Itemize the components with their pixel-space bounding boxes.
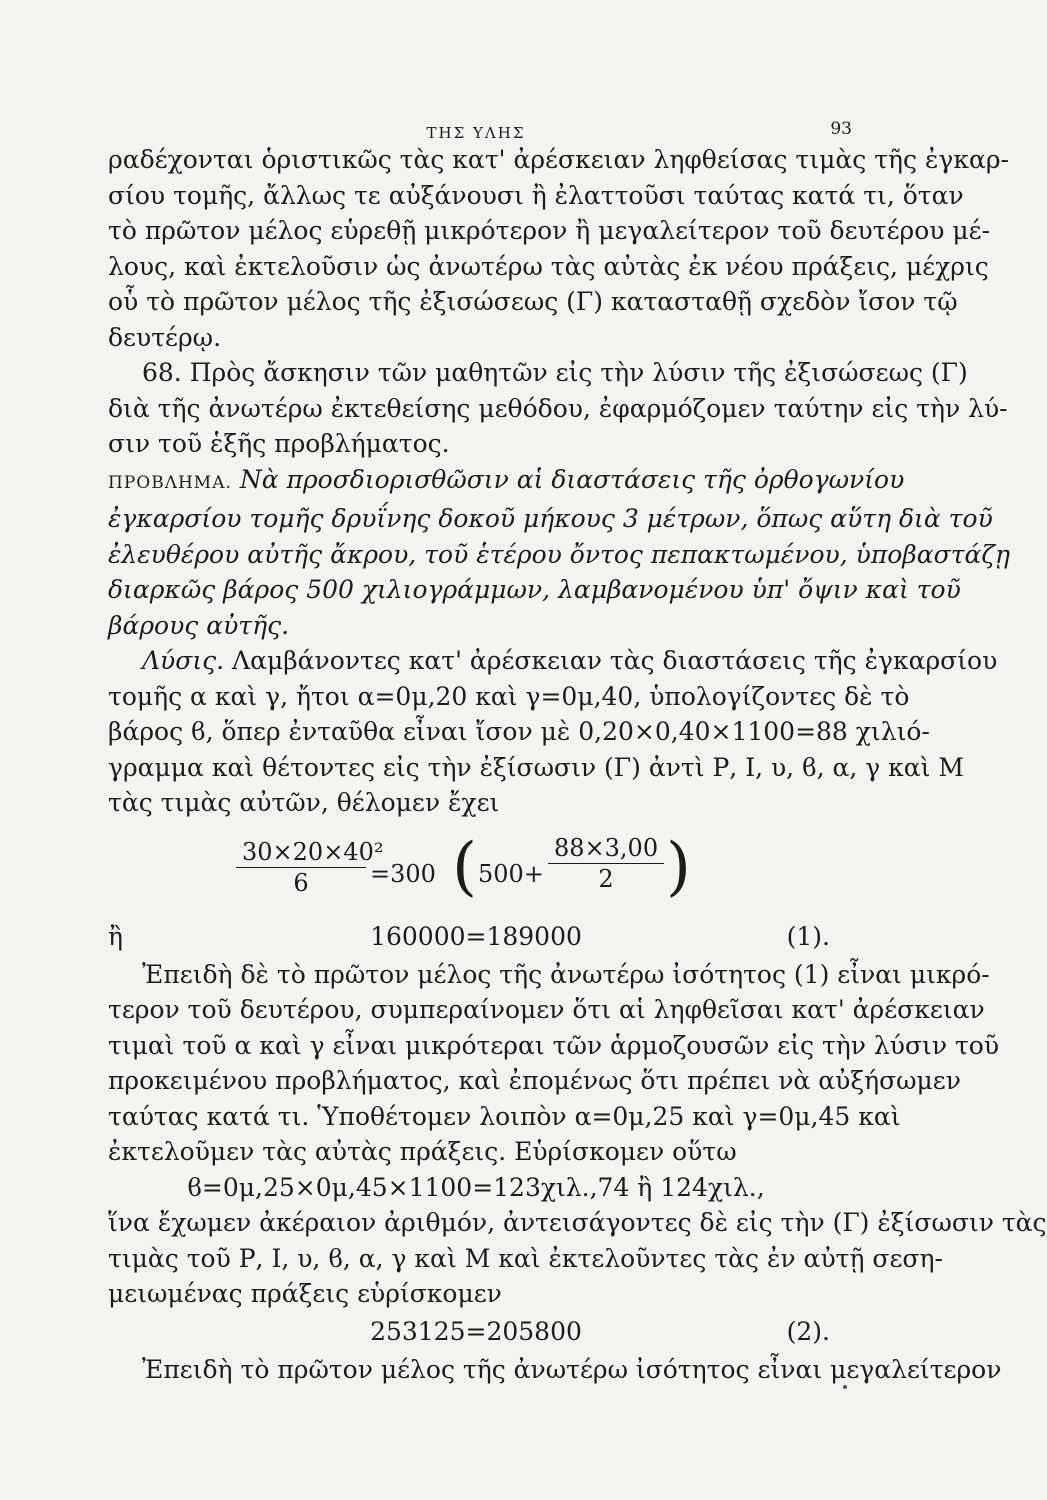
problem-text: βάρους αὐτῆς. — [108, 610, 290, 640]
text-line: λους, καὶ ἐκτελοῦσιν ὡς ἀνωτέρω τὰς αὐτὰς ἐκ νέου πράξεις, μέχρις — [108, 251, 989, 281]
formula-display — [108, 829, 844, 913]
document-page — [108, 112, 1047, 1387]
text-line: τομῆς α καὶ γ, ἤτοι α=0μ,20 καὶ γ=0μ,40, ὑπολογίζοντες δὲ τὸ — [108, 681, 910, 711]
text-line: γραμμα καὶ θέτοντες εἰς τὴν ἐξίσωσιν (Γ) ἀντὶ Ρ, Ι, υ, ϐ, α, γ καὶ Μ — [108, 752, 965, 782]
text-line: δευτέρῳ. — [108, 322, 222, 352]
rhs-fraction — [548, 833, 664, 894]
open-paren: ( — [452, 829, 477, 904]
text-line: σιν τοῦ ἑξῆς προβλήματος. — [108, 429, 450, 458]
text-line: Ἐπειδὴ δὲ τὸ πρῶτον μέλος τῆς ἀνωτέρω ἰσότητος (1) εἶναι μικρό- — [142, 959, 990, 989]
text-line: ραδέχονται ὁριστικῶς τὰς κατ' ἀρέσκειαν ληφθείσας τιμὰς τῆς ἐγκαρ- — [108, 145, 1009, 174]
text-line: τὰς τιμὰς αὐτῶν, θέλομεν ἔχει — [108, 788, 500, 817]
page-number: 93 — [830, 119, 852, 139]
equation-2 — [108, 1312, 844, 1352]
problem-text: Νὰ προσδιορισθῶσιν αἱ διαστάσεις τῆς ὀρθογωνίου — [239, 464, 905, 494]
print-speck — [843, 1385, 847, 1389]
text-line: τὸ πρῶτον μέλος εὑρεθῇ μικρότερον ἢ μεγαλείτερον τοῦ δευτέρου μέ- — [108, 216, 991, 245]
paragraph-68-start: 68. Πρὸς ἄσκησιν τῶν μαθητῶν εἰς τὴν λύσιν τῆς ἐξισώσεως (Γ) — [142, 358, 968, 387]
text-line: οὗ τὸ πρῶτον μέλος τῆς ἐξισώσεως (Γ) κατασταθῇ σχεδὸν ἴσον τῷ — [108, 287, 958, 316]
text-line: ἐκτελοῦμεν τὰς αὐτὰς πράξεις. Εὑρίσκομεν οὕτω — [108, 1137, 737, 1166]
text-line: τιμαὶ τοῦ α καὶ γ εἶναι μικρότεραι τῶν ἁρμοζουσῶν εἰς τὴν λύσιν τοῦ — [108, 1030, 1000, 1060]
problem-text: ἐλευθέρου αὐτῆς ἄκρου, τοῦ ἑτέρου ὄντος πεπακτωμένου, ὑποβαστάζῃ — [108, 539, 1010, 569]
equals-300: =300 — [370, 859, 436, 888]
close-paren: ) — [666, 829, 691, 904]
rhs-numerator: 88×3,00 — [548, 833, 664, 864]
equation-lead: ἢ — [108, 921, 123, 951]
text-line: σίου τομῆς, ἄλλως τε αὐξάνουσι ἢ ἐλαττοῦσι ταύτας κατά τι, ὅταν — [108, 180, 964, 210]
text-line: ταύτας κατά τι. Ὑποθέτομεν λοιπὸν α=0μ,25 καὶ γ=0μ,45 καὶ — [108, 1101, 901, 1131]
lhs-numerator: 30×20×40² — [236, 837, 366, 868]
running-title: ΤΗΣ ΥΛΗΣ — [426, 124, 526, 142]
problem-label: ΠΡΟΒΛΗΜΑ. — [108, 472, 232, 493]
problem-text: ἐγκαρσίου τομῆς δρυΐνης δοκοῦ μήκους 3 μέτρων, ὅπως αὕτη διὰ τοῦ — [108, 504, 993, 533]
text-line: ἵνα ἔχωμεν ἀκέραιον ἀριθμόν, ἀντεισάγοντες δὲ εἰς τὴν (Γ) ἐξίσωσιν τὰς — [108, 1208, 1047, 1237]
problem-statement-start — [108, 462, 905, 502]
lhs-denominator: 6 — [293, 868, 309, 897]
text-line: διὰ τῆς ἀνωτέρω ἐκτεθείσης μεθόδου, ἐφαρμόζομεν ταύτην εἰς τὴν λύ- — [108, 393, 1008, 423]
text-line: μειωμένας πράξεις εὑρίσκομεν — [108, 1279, 502, 1308]
equation-number: (2). — [786, 1316, 830, 1346]
page-header — [108, 112, 852, 142]
text-line: Ἐπειδὴ τὸ πρῶτον μέλος τῆς ἀνωτέρω ἰσότητος εἶναι μεγαλείτερον — [142, 1354, 1002, 1384]
solution-label: Λύσις. — [142, 646, 225, 675]
rhs-denominator: 2 — [598, 864, 614, 893]
solution-text: Λαμβάνοντες κατ' ἀρέσκειαν τὰς διαστάσεις τῆς ἐγκαρσίου — [232, 646, 998, 675]
problem-line — [108, 572, 961, 608]
equation-text: 253125=205800 — [370, 1316, 582, 1346]
inner-term: 500+ — [478, 859, 544, 888]
equation-number: (1). — [786, 921, 830, 951]
problem-line — [108, 501, 993, 537]
text-line: προκειμένου προβλήματος, καὶ ἐπομένως ὅτι πρέπει νὰ αὐξήσωμεν — [108, 1066, 961, 1095]
text-line: βάρος ϐ, ὅπερ ἐνταῦθα εἶναι ἴσον μὲ 0,20×0,40×1100=88 χιλιό- — [108, 717, 930, 746]
solution-start — [108, 643, 998, 679]
text-line: τερον τοῦ δευτέρου, συμπεραίνομεν ὅτι αἱ ληφθεῖσαι κατ' ἀρέσκειαν — [108, 995, 985, 1024]
problem-text: διαρκῶς βάρος 500 χιλιογράμμων, λαμβανομένου ὑπ' ὄψιν καὶ τοῦ — [108, 575, 961, 604]
text-line: τιμὰς τοῦ Ρ, Ι, υ, ϐ, α, γ καὶ Μ καὶ ἐκτελοῦντες τὰς ἐν αὐτῇ σεση- — [108, 1243, 943, 1273]
weight-calculation: ϐ=0μ,25×0μ,45×1100=123χιλ.,74 ἢ 124χιλ., — [187, 1172, 765, 1202]
problem-line — [108, 608, 844, 644]
problem-line — [108, 537, 1010, 573]
equation-1 — [108, 917, 844, 957]
lhs-fraction — [236, 837, 384, 898]
equation-text: 160000=189000 — [370, 921, 582, 951]
